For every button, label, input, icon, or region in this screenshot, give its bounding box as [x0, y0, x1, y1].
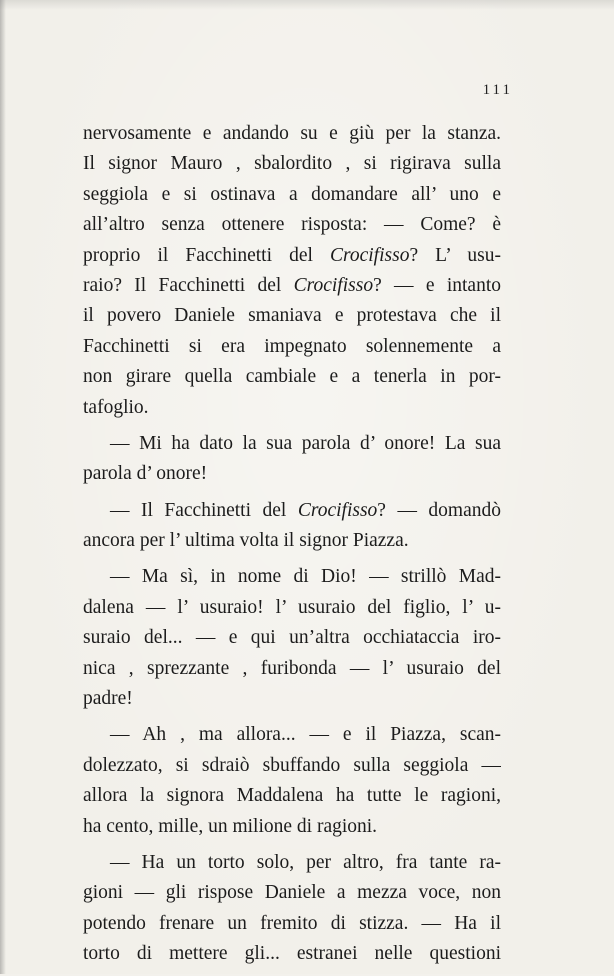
text-line: proprio il Facchinetti del Crocifisso? L’ usu- — [83, 244, 501, 266]
text-line: parola d’ onore! — [83, 463, 208, 485]
paragraph — [83, 848, 501, 970]
paragraph — [83, 720, 501, 842]
italic-word: Crocifisso — [329, 244, 410, 266]
text-line: nervosamente e andando su e giù per la stanza. — [83, 123, 501, 144]
paragraph — [83, 562, 501, 714]
text-line: gioni — gli rispose Daniele a mezza voce, non — [83, 882, 501, 904]
text-line: — Ha un torto solo, per altro, fra tante ra- — [110, 851, 501, 873]
text-line: ancora per l’ ultima volta il signor Piazza. — [83, 530, 409, 552]
text-line: allora la signora Maddalena ha tutte le ragioni, — [83, 785, 501, 807]
text-line: dolezzato, si sdraiò sbuffando sulla seggiola — — [83, 754, 501, 776]
text-line: dalena — l’ usuraio! l’ usuraio del figlio, l’ u- — [83, 596, 501, 618]
text-line: — Ma sì, in nome di Dio! — strillò Mad- — [110, 566, 501, 588]
text-line: all’altro senza ottenere risposta: — Come? è — [83, 214, 501, 236]
italic-word: Crocifisso — [293, 274, 374, 296]
text-line: il povero Daniele smaniava e protestava che il — [83, 305, 501, 327]
paragraph — [83, 429, 501, 490]
text-line: raio? Il Facchinetti del Crocifisso? — e intanto — [83, 274, 501, 296]
italic-word: Crocifisso — [297, 499, 378, 521]
text-line: seggiola e si ostinava a domandare all’ uno e — [83, 183, 501, 205]
page-edge-shadow — [0, 0, 6, 974]
paragraph — [83, 119, 501, 423]
text-line: — Mi ha dato la sua parola d’ onore! La sua — [110, 432, 501, 454]
text-line: tafoglio. — [83, 396, 149, 418]
text-line: — Il Facchinetti del Crocifisso? — domandò — [110, 499, 501, 521]
text-line: suraio del... — e qui un’altra occhiataccia iro- — [83, 627, 501, 649]
text-line: potendo frenare un fremito di stizza. — Ha il — [83, 912, 501, 934]
text-line: Facchinetti si era impegnato solennemente a — [83, 335, 501, 357]
page-number: 111 — [482, 82, 513, 98]
body-text — [83, 119, 501, 976]
text-line: nica , sprezzante , furibonda — l’ usuraio del — [83, 657, 501, 679]
paragraph — [83, 496, 501, 557]
text-line: — Ah , ma allora... — e il Piazza, scan- — [110, 724, 501, 746]
text-line: Il signor Mauro , sbalordito , si rigirava sulla — [83, 153, 501, 175]
text-line: padre! — [83, 688, 133, 710]
page-top-shadow — [0, 0, 614, 10]
text-line: ha cento, mille, un milione di ragioni. — [83, 815, 378, 837]
text-line: non girare quella cambiale e a tenerla in por- — [83, 366, 501, 388]
text-line: torto di mettere gli... estranei nelle questioni — [83, 943, 501, 965]
